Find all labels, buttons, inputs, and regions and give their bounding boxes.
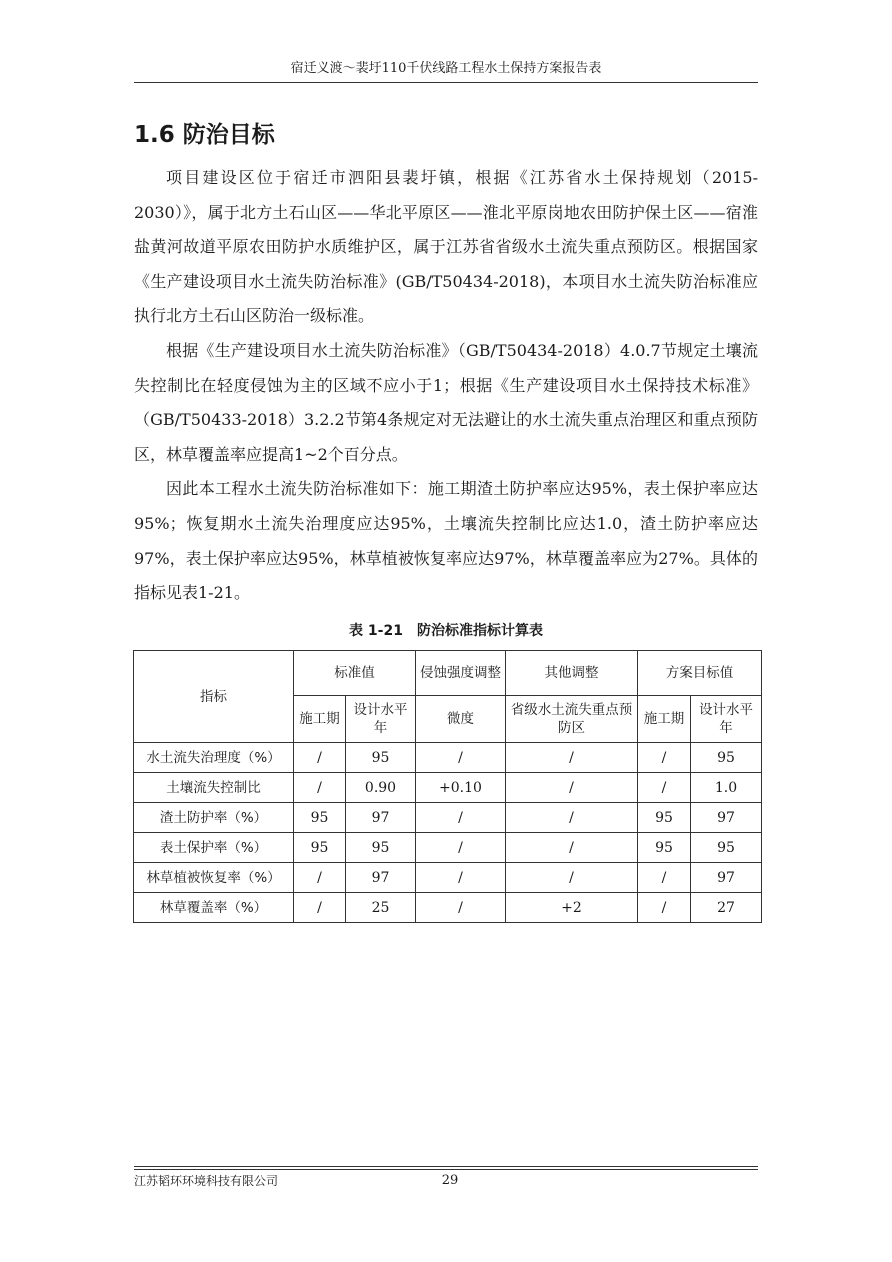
cell: 1.0 <box>691 773 762 803</box>
header-target: 方案目标值 <box>638 651 762 696</box>
cell: +2 <box>506 893 638 923</box>
subheader-other-region: 省级水土流失重点预防区 <box>506 696 638 743</box>
row-indicator-name: 表土保护率（%） <box>134 833 294 863</box>
cell: 95 <box>638 803 691 833</box>
cell: 95 <box>691 743 762 773</box>
body-text <box>134 161 758 611</box>
subheader-tgt-construction: 施工期 <box>638 696 691 743</box>
cell: 95 <box>638 833 691 863</box>
cell: / <box>294 773 346 803</box>
paragraph: 项目建设区位于宿迁市泗阳县裴圩镇，根据《江苏省水土保持规划（2015-2030）》，属于北方土石山区——华北平原区——淮北平原岗地农田防护保土区——宿淮盐黄河故道平原农田防护水质维护区，属于江苏省省级水土流失重点预防区。根据国家《生产建设项目水土流失防治标准》(GB/T50434-2018)，本项目水土流失防治标准应执行北方土石山区防治一级标准。 <box>134 168 758 326</box>
cell: / <box>416 833 506 863</box>
cell: / <box>638 893 691 923</box>
cell: 95 <box>346 833 416 863</box>
cell: 95 <box>691 833 762 863</box>
cell: / <box>638 863 691 893</box>
row-indicator-name: 土壤流失控制比 <box>134 773 294 803</box>
header-indicator: 指标 <box>134 651 294 743</box>
row-indicator-name: 水土流失治理度（%） <box>134 743 294 773</box>
cell: / <box>294 743 346 773</box>
cell: 97 <box>691 863 762 893</box>
cell: 97 <box>346 863 416 893</box>
standards-table <box>133 650 762 923</box>
cell: +0.10 <box>416 773 506 803</box>
table-row <box>134 893 762 923</box>
cell: 95 <box>294 803 346 833</box>
cell: / <box>416 863 506 893</box>
page-header: 宿迁义渡～裴圩110千伏线路工程水土保持方案报告表 <box>134 60 758 83</box>
table-row <box>134 833 762 863</box>
section-title: 1.6 防治目标 <box>134 122 275 148</box>
table-row <box>134 743 762 773</box>
table-caption: 表 1-21 防治标准指标计算表 <box>349 623 543 639</box>
cell: / <box>638 773 691 803</box>
subheader-std-design: 设计水平年 <box>346 696 416 743</box>
table-row <box>134 803 762 833</box>
cell: / <box>294 863 346 893</box>
cell: / <box>506 863 638 893</box>
table-row <box>134 773 762 803</box>
row-indicator-name: 林草植被恢复率（%） <box>134 863 294 893</box>
table-row <box>134 863 762 893</box>
row-indicator-name: 渣土防护率（%） <box>134 803 294 833</box>
cell: / <box>416 743 506 773</box>
header-erosion-adjust: 侵蚀强度调整 <box>416 651 506 696</box>
cell: 97 <box>346 803 416 833</box>
subheader-erosion-level: 微度 <box>416 696 506 743</box>
cell: / <box>506 833 638 863</box>
page-number: 29 <box>441 1173 459 1188</box>
footer-company: 江苏韬环环境科技有限公司 <box>134 1174 279 1188</box>
cell: / <box>416 893 506 923</box>
cell: / <box>416 803 506 833</box>
table-header-row <box>134 651 762 696</box>
header-standard: 标准值 <box>294 651 416 696</box>
header-other-adjust: 其他调整 <box>506 651 638 696</box>
cell: 95 <box>294 833 346 863</box>
subheader-std-construction: 施工期 <box>294 696 346 743</box>
cell: / <box>506 803 638 833</box>
cell: 0.90 <box>346 773 416 803</box>
paragraph: 因此本工程水土流失防治标准如下：施工期渣土防护率应达95%，表土保护率应达95%；恢复期水土流失治理度应达95%，土壤流失控制比应达1.0，渣土防护率应达97%，表土保护率应达95%，林草植被恢复率应达97%，林草覆盖率应为27%。具体的指标见表1-21。 <box>134 479 758 603</box>
cell: 95 <box>346 743 416 773</box>
cell: / <box>638 743 691 773</box>
cell: 97 <box>691 803 762 833</box>
cell: / <box>294 893 346 923</box>
cell: 25 <box>346 893 416 923</box>
cell: / <box>506 773 638 803</box>
footer-divider <box>134 1166 758 1170</box>
cell: 27 <box>691 893 762 923</box>
cell: / <box>506 743 638 773</box>
subheader-tgt-design: 设计水平年 <box>691 696 762 743</box>
paragraph: 根据《生产建设项目水土流失防治标准》（GB/T50434-2018）4.0.7节规定土壤流失控制比在轻度侵蚀为主的区域不应小于1；根据《生产建设项目水土保持技术标准》（GB/T50433-2018）3.2.2节第4条规定对无法避让的水土流失重点治理区和重点预防区，林草覆盖率应提高1~2个百分点。 <box>134 340 758 464</box>
row-indicator-name: 林草覆盖率（%） <box>134 893 294 923</box>
